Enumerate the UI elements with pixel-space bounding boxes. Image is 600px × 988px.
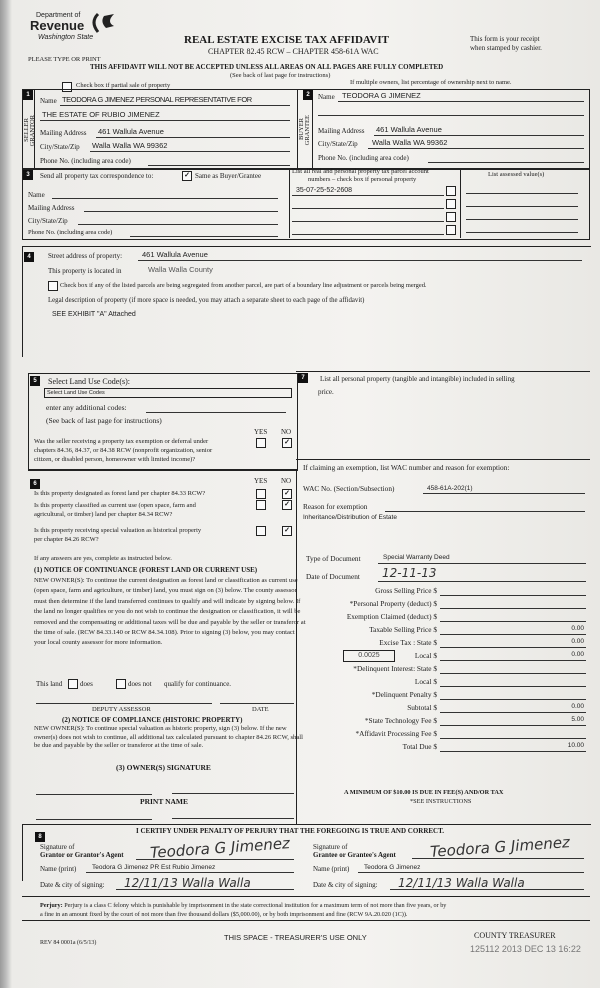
buyer-address[interactable]: 461 Wallula Avenue [376, 125, 442, 134]
section-8-number: 8 [35, 832, 45, 842]
notice-1-body: NEW OWNER(S): To continue the current designation as forest land or classification as current use (open space, farm and agriculture, or timber) land, you must sign on (3) below. The county assessor must then determine if the land transferred continues to qualify and will indicate by signing below. If the land no longer qualifies or you do not wish to continue the designation or classification, it will be removed and the compensating or additional taxes will be due and payable by the seller or transferor at the time of sale. (RCW 84.33.140 or RCW 84.34.108). Prior to signing (3) below, you may contact your local county assessor for more information. [34, 577, 306, 647]
grantee-name-print-label: Name (print) [313, 865, 350, 873]
buyer-name[interactable]: TEODORA G JIMENEZ [342, 91, 421, 100]
deputy-assessor-label: DEPUTY ASSESSOR [92, 706, 151, 713]
current-use-question-1: Is this property classified as current use (open space, farm and [34, 502, 196, 509]
fee-label: *Personal Property (deduct) $ [349, 599, 437, 608]
fee-value[interactable]: 0.00 [571, 651, 584, 658]
street-label: Street address of property: [48, 252, 123, 260]
grantor-name[interactable]: Teodora G Jimenez PR Est Rubio Jimenez [92, 864, 216, 871]
current-use-question-2: agricultural, or timber) land per chapter 84.34 RCW? [34, 511, 173, 518]
grantor-date-city[interactable]: 12/11/13 Walla Walla [124, 876, 251, 890]
section-5-number: 5 [30, 376, 40, 386]
fee-label: Total Due $ [402, 742, 437, 751]
fee-label: *Affidavit Processing Fee $ [355, 729, 437, 738]
parcel-number[interactable]: 35-07-25-52-2608 [296, 187, 353, 194]
doc-date-label: Date of Document [306, 572, 360, 581]
dor-logo-icon [90, 10, 118, 34]
seller-city[interactable]: Walla Walla WA 99362 [92, 141, 168, 150]
deputy-assessor-field[interactable] [36, 703, 212, 704]
multiple-owners-note: If multiple owners, list percentage of ownership next to name. [350, 79, 512, 86]
corr-name-field[interactable] [52, 198, 278, 199]
exemption-question-1: Was the seller receiving a property tax exemption or deferral under [34, 438, 209, 445]
seller-name-1[interactable]: TEODORA G JIMENEZ PERSONAL REPRESENTATIVE FOR [62, 95, 252, 104]
personal-property-checkbox-2[interactable] [446, 199, 456, 209]
legal-description[interactable]: SEE EXHIBIT "A" Attached [52, 311, 136, 318]
dor-logo [30, 10, 120, 46]
buyer-phone-field[interactable] [428, 162, 584, 163]
print-name-label: PRINT NAME [140, 797, 188, 806]
section-3-number: 3 [23, 170, 33, 180]
logo-line1: Department of [36, 12, 81, 19]
partial-sale-label: Check box if partial sale of property [76, 82, 171, 89]
buyer-city-label: City/State/Zip [318, 140, 358, 148]
grantee-agent-label: Grantee or Grantee's Agent [313, 851, 396, 859]
property-street[interactable]: 461 Wallula Avenue [142, 250, 208, 259]
additional-codes-field[interactable] [146, 412, 286, 413]
exemption-question-2: chapters 84.36, 84.37, or 84.38 RCW (nonprofit organization, senior [34, 447, 213, 454]
assessed-field-3[interactable] [466, 219, 578, 220]
does-label: does [80, 680, 93, 688]
owner-signature-field-1[interactable] [36, 794, 152, 795]
land-use-title: Select Land Use Code(s): [48, 377, 130, 386]
grantor-label: GRANTOR [29, 115, 36, 147]
same-as-buyer-label: Same as Buyer/Grantee [195, 172, 262, 180]
seller-label: SELLER [23, 118, 30, 142]
segregated-label: Check box if any of the listed parcels are being segregated from another parcel, are part of a boundary line adjustment or parcels being merged. [60, 282, 427, 289]
section-6-number: 6 [30, 479, 40, 489]
assessed-field-2[interactable] [466, 206, 578, 207]
wac-number[interactable]: 458-61A-202(1) [427, 485, 473, 492]
doc-type-label: Type of Document [306, 554, 361, 563]
parcel-field-2[interactable] [292, 208, 444, 209]
grantee-name[interactable]: Teodora G Jimenez [364, 864, 421, 871]
fee-value[interactable]: 0.00 [571, 638, 584, 645]
parcel-header-1: List all real and personal property tax parcel account [292, 168, 429, 175]
seller-phone-label: Phone No. (including area code) [40, 157, 131, 165]
seller-name-label: Name [40, 97, 57, 105]
fee-value[interactable]: 0.00 [571, 625, 584, 632]
assessed-field-1[interactable] [466, 193, 578, 194]
fee-label: *State Technology Fee $ [364, 716, 437, 725]
historic-question-1: Is this property receiving special valuation as historical property [34, 527, 202, 534]
grantee-sig-of-label: Signature of [313, 843, 348, 851]
buyer-label: BUYER [298, 118, 305, 141]
grantee-label: GRANTEE [304, 115, 311, 146]
correspondence-label: Send all property tax correspondence to: [40, 172, 154, 180]
certify-statement: I CERTIFY UNDER PENALTY OF PERJURY THAT THE FOREGOING IS TRUE AND CORRECT. [136, 827, 445, 835]
grantor-name-print-label: Name (print) [40, 865, 77, 873]
parcel-field-4[interactable] [292, 234, 444, 235]
see-back: (See back of last page for instructions) [230, 72, 331, 79]
historic-question-2: per chapter 84.26 RCW? [34, 536, 99, 543]
seller-address[interactable]: 461 Wallula Avenue [98, 127, 164, 136]
corr-city-label: City/State/Zip [28, 217, 68, 225]
grantor-signature[interactable]: Teodora G Jimenez [149, 834, 291, 862]
see-instructions: *SEE INSTRUCTIONS [410, 798, 472, 805]
grantee-date-city[interactable]: 12/11/13 Walla Walla [398, 876, 525, 890]
segregated-checkbox[interactable] [48, 281, 58, 291]
exemption-label: If claiming an exemption, list WAC number and reason for exemption: [303, 463, 510, 472]
fee-label: Exemption Claimed (deduct) $ [346, 612, 437, 621]
notice-1-title: (1) NOTICE OF CONTINUANCE (FOREST LAND OR CURRENT USE) [34, 566, 258, 574]
property-county[interactable]: Walla Walla County [148, 265, 213, 274]
historic-yes-checkbox[interactable] [256, 526, 266, 536]
notice-2-title: (2) NOTICE OF COMPLIANCE (HISTORIC PROPERTY) [62, 716, 243, 724]
fee-label: Local $ [414, 651, 437, 660]
parcel-header-2: numbers – check box if personal property [308, 176, 417, 183]
personal-property-label-2: price. [318, 388, 334, 396]
land-use-see-back: (See back of last page for instructions) [46, 416, 162, 425]
grantee-signature[interactable]: Teodora G Jimenez [429, 833, 571, 861]
personal-property-label-1: List all personal property (tangible and intangible) included in selling [320, 375, 515, 383]
corr-address-field[interactable] [84, 211, 278, 212]
seller-city-label: City/State/Zip [40, 143, 80, 151]
land-use-select[interactable]: Select Land Use Codes [44, 388, 292, 398]
notice-2-body: NEW OWNER(S): To continue special valuation as historic property, sign (3) below. If the new owner(s) does not wish to continue, all additional tax calculated pursuant to chapter 84.26 RCW, shall be due and payable by the seller or transferor at the time of sale. [34, 725, 303, 749]
county-treasurer: COUNTY TREASURER [474, 931, 556, 940]
s6-yes-header: YES [254, 477, 268, 485]
seller-phone-field[interactable] [148, 165, 290, 166]
fee-value[interactable]: 10.00 [567, 742, 584, 749]
buyer-address-label: Mailing Address [318, 127, 365, 135]
receipt-note-1: This form is your receipt [470, 35, 540, 43]
assessed-header: List assessed value(s) [488, 171, 545, 178]
type-or-print: PLEASE TYPE OR PRINT [28, 56, 101, 63]
personal-property-checkbox-3[interactable] [446, 212, 456, 222]
doc-type[interactable]: Special Warranty Deed [383, 554, 450, 561]
section-7-box [296, 371, 590, 825]
minimum-note: A MINIMUM OF $10.00 IS DUE IN FEE(S) AND/OR TAX [344, 789, 504, 796]
wac-label: WAC No. (Section/Subsection) [303, 484, 395, 493]
section-7-number: 7 [298, 373, 308, 383]
form-title: REAL ESTATE EXCISE TAX AFFIDAVIT [184, 34, 389, 46]
doc-date[interactable]: 12-11-13 [382, 566, 437, 580]
if-yes-note: If any answers are yes, complete as instructed below. [34, 555, 172, 562]
qualify-label: qualify for continuance. [164, 680, 232, 688]
fee-label: *Delinquent Interest: State $ [353, 664, 437, 673]
s5-no-header: NO [281, 428, 292, 436]
receipt-note-2: when stamped by cashier. [470, 44, 542, 52]
seller-address-label: Mailing Address [40, 129, 87, 137]
corr-phone-label: Phone No. (including area code) [28, 229, 113, 236]
corr-address-label: Mailing Address [28, 204, 75, 212]
personal-property-checkbox-1[interactable] [446, 186, 456, 196]
perjury-text-1: Perjury is a class C felony which is punishable by imprisonment in the state correctional institution for a maximum term of not more than five years, or by [64, 902, 447, 909]
s5-no-checkbox[interactable]: ✓ [282, 438, 292, 448]
perjury-label: Perjury: [40, 902, 63, 909]
exemption-reason[interactable]: Inheritance/Distribution of Estate [303, 514, 397, 521]
forest-yes-checkbox[interactable] [256, 489, 266, 499]
parcel-field-3[interactable] [292, 221, 444, 222]
same-as-buyer-checkbox[interactable]: ✓ [182, 171, 192, 181]
s5-yes-header: YES [254, 428, 268, 436]
grantor-sig-of-label: Signature of [40, 843, 75, 851]
corr-city-field[interactable] [78, 224, 278, 225]
print-name-field-2[interactable] [172, 818, 294, 819]
buyer-phone-label: Phone No. (including area code) [318, 154, 409, 162]
assessed-field-4[interactable] [466, 232, 578, 233]
warning: THIS AFFIDAVIT WILL NOT BE ACCEPTED UNLESS ALL AREAS ON ALL PAGES ARE FULLY COMPLETED [90, 63, 444, 71]
s6-no-header: NO [281, 477, 292, 485]
print-name-field-1[interactable] [36, 819, 152, 820]
fee-label: Local $ [414, 677, 437, 686]
historic-no-checkbox[interactable]: ✓ [282, 526, 292, 536]
assessor-date-label: DATE [252, 706, 269, 713]
this-land-label: This land [36, 680, 63, 688]
does-qualify-checkbox[interactable] [68, 679, 78, 689]
s5-yes-checkbox[interactable] [256, 438, 266, 448]
section-1-number: 1 [23, 90, 33, 100]
current-use-no-checkbox[interactable]: ✓ [282, 500, 292, 510]
form-chapter: CHAPTER 82.45 RCW – CHAPTER 458-61A WAC [208, 47, 379, 56]
local-rate-field[interactable]: 0.0025 [343, 650, 395, 662]
logo-line2: Revenue [30, 18, 85, 33]
reason-label: Reason for exemption [303, 502, 368, 511]
fee-label: Excise Tax : State $ [379, 638, 437, 647]
treasurer-space: THIS SPACE - TREASURER'S USE ONLY [224, 933, 367, 942]
treasurer-stamp: 125112 2013 DEC 13 16:22 [470, 944, 581, 954]
seller-name-2[interactable]: THE ESTATE OF RUBIO JIMENEZ [42, 110, 160, 119]
section-4-number: 4 [24, 252, 34, 262]
forest-land-question: Is this property designated as forest land per chapter 84.33 RCW? [34, 490, 206, 497]
owner-signature-field-2[interactable] [172, 793, 294, 794]
perjury-line-1 [40, 902, 446, 909]
additional-codes-label: enter any additional codes: [46, 403, 127, 412]
fee-label: Subtotal $ [407, 703, 437, 712]
fee-label: Gross Selling Price $ [375, 586, 437, 595]
legal-description-label: Legal description of property (if more space is needed, you may attach a separate sheet to each page of the affidavit) [48, 297, 365, 304]
grantor-agent-label: Grantor or Grantor's Agent [40, 851, 124, 859]
section-2-number: 2 [303, 90, 313, 100]
perjury-text-2: a fine in an amount fixed by the court of not more than five thousand dollars ($5,000.00), or by both imprisonment and fine (RCW 9A.20.020 (1C)). [40, 911, 408, 918]
logo-line3: Washington State [38, 34, 94, 41]
does-not-label: does not [128, 680, 152, 688]
buyer-name-label: Name [318, 93, 335, 101]
does-not-qualify-checkbox[interactable] [116, 679, 126, 689]
grantor-date-city-label: Date & city of signing: [40, 881, 105, 889]
fee-label: *Delinquent Penalty $ [371, 690, 437, 699]
assessor-date-field[interactable] [220, 703, 294, 704]
fee-value[interactable]: 5.00 [571, 716, 584, 723]
exemption-question-3: citizen, or disabled person, homeowner with limited income)? [34, 456, 196, 463]
grantee-date-city-label: Date & city of signing: [313, 881, 378, 889]
corr-phone-field[interactable] [130, 236, 278, 237]
forest-no-checkbox[interactable]: ✓ [282, 489, 292, 499]
corr-name-label: Name [28, 191, 45, 199]
form-id: REV 84 0001a (6/5/13) [40, 940, 97, 946]
located-label: This property is located in [48, 267, 122, 275]
fee-value[interactable]: 0.00 [571, 703, 584, 710]
buyer-city[interactable]: Walla Walla WA 99362 [372, 138, 448, 147]
fee-label: Taxable Selling Price $ [369, 625, 437, 634]
owner-signature-label: (3) OWNER(S) SIGNATURE [116, 763, 211, 772]
current-use-yes-checkbox[interactable] [256, 500, 266, 510]
personal-property-checkbox-4[interactable] [446, 225, 456, 235]
